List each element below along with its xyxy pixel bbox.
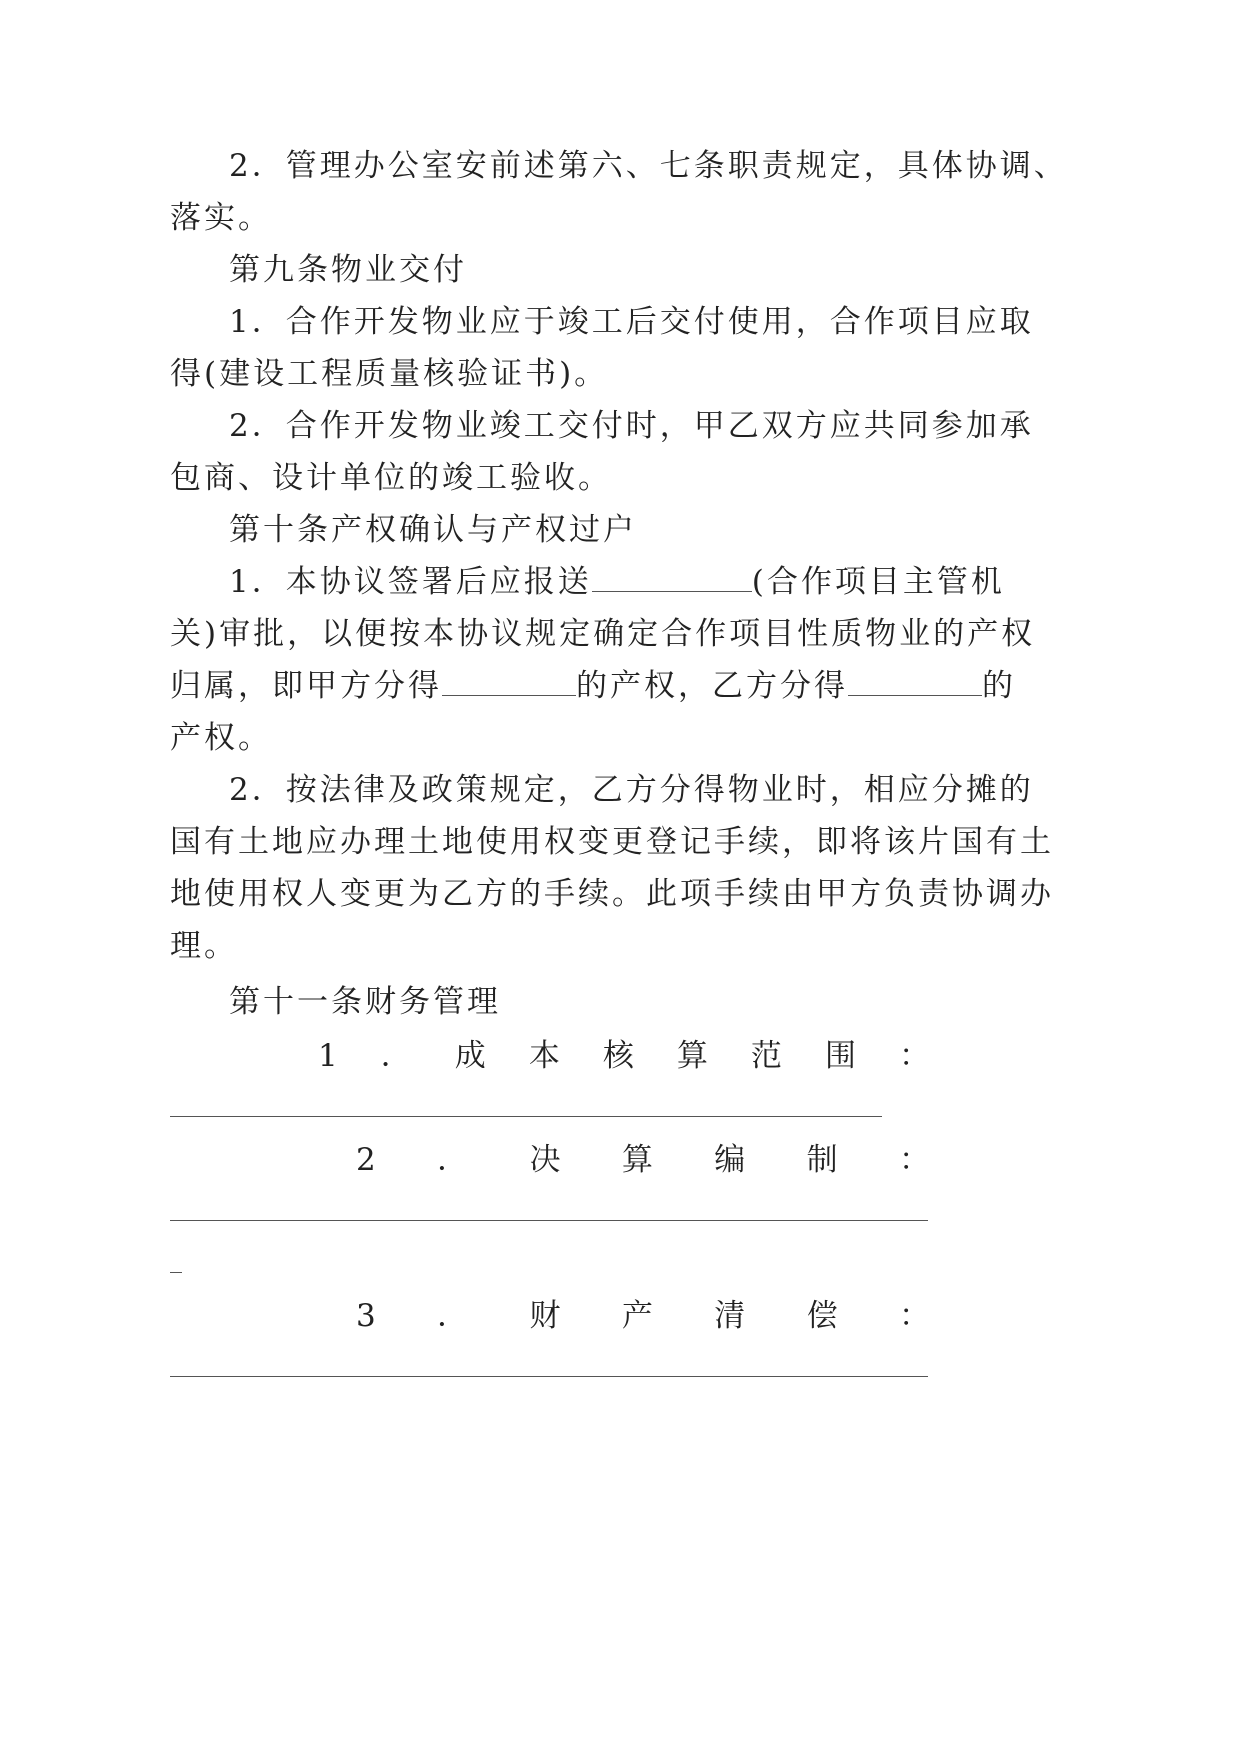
section-heading: 第九条物业交付 [229, 252, 467, 288]
item-char: 算 [621, 1142, 653, 1178]
item-char: 制 [806, 1142, 838, 1178]
item-char: 财 [529, 1298, 561, 1334]
item-char: 1 [318, 1038, 338, 1074]
clause-text: 1．本协议签署后应报送 [229, 564, 592, 600]
section-heading: 第十一条财务管理 [229, 984, 501, 1020]
item-char: ． [437, 1298, 469, 1334]
item-2-line [356, 1140, 930, 1180]
fill-in-line [170, 1376, 928, 1377]
item-char: 偿 [806, 1298, 838, 1334]
paragraph-line: 1．合作开发物业应于竣工后交付使用，合作项目应取 [229, 304, 1034, 340]
item-char: 核 [602, 1038, 634, 1074]
item-char: ： [898, 1142, 930, 1178]
item-char: 3 [356, 1298, 376, 1334]
item-1-line [318, 1036, 930, 1076]
fill-in-line [170, 1272, 182, 1273]
item-char: 2 [356, 1142, 376, 1178]
paragraph-line: 包商、设计单位的竣工验收。 [170, 460, 612, 496]
fill-in-line [170, 1116, 882, 1117]
item-char: 编 [714, 1142, 746, 1178]
paragraph-line: 得(建设工程质量核验证书)。 [170, 356, 609, 392]
item-char: 本 [528, 1038, 560, 1074]
fill-in-blank [592, 565, 752, 592]
paragraph-line: 2．管理办公室安前述第六、七条职责规定，具体协调、 [229, 148, 1068, 184]
item-char: ． [437, 1142, 469, 1178]
fill-in-blank [848, 669, 982, 696]
clause-text: (合作项目主管机 [751, 564, 1005, 600]
item-char: ： [898, 1298, 930, 1334]
item-char: 围 [824, 1038, 856, 1074]
clause-text: 归属，即甲方分得 [170, 668, 442, 704]
clause-10-1-line-3 [170, 666, 1016, 706]
paragraph-line: 产权。 [170, 720, 272, 756]
item-char: 产 [621, 1298, 653, 1334]
paragraph-line: 2．按法律及政策规定，乙方分得物业时，相应分摊的 [229, 772, 1034, 808]
item-char: 范 [750, 1038, 782, 1074]
item-char: ． [380, 1038, 412, 1074]
paragraph-line: 2．合作开发物业竣工交付时，甲乙双方应共同参加承 [229, 408, 1034, 444]
paragraph-line: 国有土地应办理土地使用权变更登记手续，即将该片国有土 [170, 824, 1054, 860]
clause-10-1-line-1 [229, 562, 1005, 602]
paragraph-line: 落实。 [170, 200, 272, 236]
fill-in-line [170, 1220, 928, 1221]
paragraph-line: 地使用权人变更为乙方的手续。此项手续由甲方负责协调办 [170, 876, 1054, 912]
clause-text: 的产权，乙方分得 [576, 668, 848, 704]
section-heading: 第十条产权确认与产权过户 [229, 512, 637, 548]
paragraph-line: 理。 [170, 928, 238, 964]
paragraph-line: 关)审批，以便按本协议规定确定合作项目性质物业的产权 [170, 616, 1036, 652]
item-char: 清 [714, 1298, 746, 1334]
item-char: 算 [676, 1038, 708, 1074]
fill-in-blank [442, 669, 576, 696]
item-char: ： [898, 1038, 930, 1074]
item-char: 决 [529, 1142, 561, 1178]
clause-text: 的 [982, 668, 1016, 704]
item-3-line [356, 1296, 930, 1336]
item-char: 成 [454, 1038, 486, 1074]
